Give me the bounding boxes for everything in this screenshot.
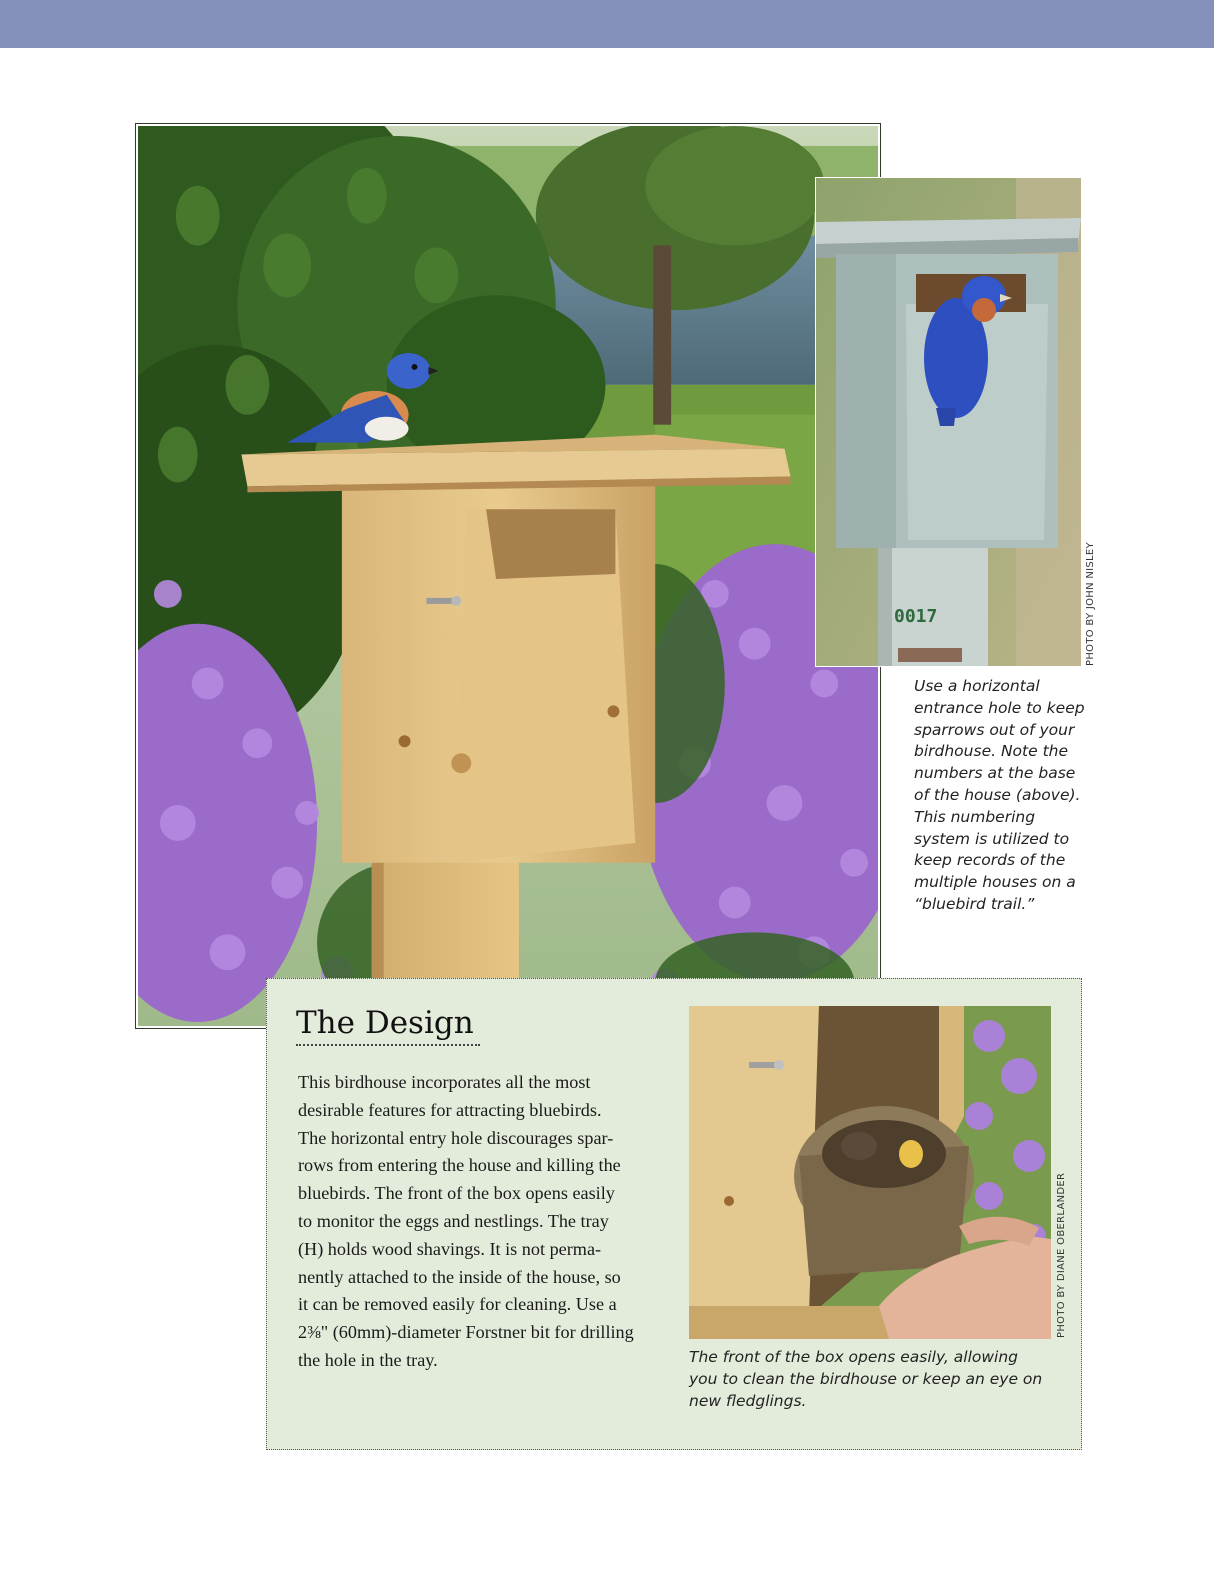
photo-credit-diane-oberlander: PHOTO BY DIANE OBERLANDER — [1056, 1172, 1067, 1338]
nest-photo — [689, 1006, 1051, 1339]
photo-credit-john-nisley: PHOTO BY JOHN NISLEY — [1085, 542, 1096, 666]
caption-line: sparrows out of your — [914, 720, 1075, 739]
caption-line: system is utilized to — [914, 829, 1070, 848]
body-line: (H) holds wood shavings. It is not perma- — [298, 1238, 602, 1259]
caption-line: you to clean the birdhouse or keep an eye on — [689, 1369, 1043, 1388]
inset-photo — [815, 177, 1082, 667]
caption-line: keep records of the — [914, 851, 1066, 870]
main-photo-frame — [136, 124, 880, 1028]
body-line: nently attached to the inside of the house, so — [298, 1266, 621, 1287]
caption-line: The front of the box opens easily, allowing — [689, 1348, 1019, 1366]
caption-line: new fledglings. — [689, 1391, 807, 1410]
body-line: The horizontal entry hole discourages spar- — [298, 1127, 614, 1148]
body-line: 2⅜" (60mm)-diameter Forstner bit for drilling — [298, 1322, 634, 1343]
caption-line: numbers at the base — [914, 764, 1076, 783]
caption-line: multiple houses on a — [914, 873, 1076, 892]
caption-line: Use a horizontal — [914, 677, 1040, 695]
top-color-band — [0, 0, 1214, 48]
caption-line: of the house (above). — [914, 785, 1081, 804]
design-section-title: The Design — [296, 1004, 480, 1046]
body-line: it can be removed easily for cleaning. Use a — [298, 1294, 617, 1315]
nest-photo-caption — [689, 1347, 1059, 1412]
body-line: the hole in the tray. — [298, 1349, 438, 1370]
body-line: rows from entering the house and killing the — [298, 1155, 621, 1176]
design-body-text — [298, 1069, 670, 1375]
body-line: This birdhouse incorporates all the most — [298, 1072, 591, 1092]
nest-with-nestlings-photo — [689, 1006, 1051, 1339]
caption-line: birdhouse. Note the — [914, 742, 1069, 761]
bluebird-at-painted-birdhouse-photo — [816, 178, 1081, 666]
body-line: to monitor the eggs and nestlings. The tray — [298, 1210, 609, 1231]
bluebird-on-birdhouse-photo — [138, 126, 878, 1026]
post-number-label: 0017 — [894, 606, 938, 627]
body-line: bluebirds. The front of the box opens easily — [298, 1183, 615, 1204]
caption-line: This numbering — [914, 807, 1036, 826]
inset-photo-caption — [914, 676, 1094, 916]
body-line: desirable features for attracting bluebirds. — [298, 1099, 602, 1120]
caption-line: “bluebird trail.” — [914, 894, 1035, 913]
caption-line: entrance hole to keep — [914, 698, 1085, 717]
